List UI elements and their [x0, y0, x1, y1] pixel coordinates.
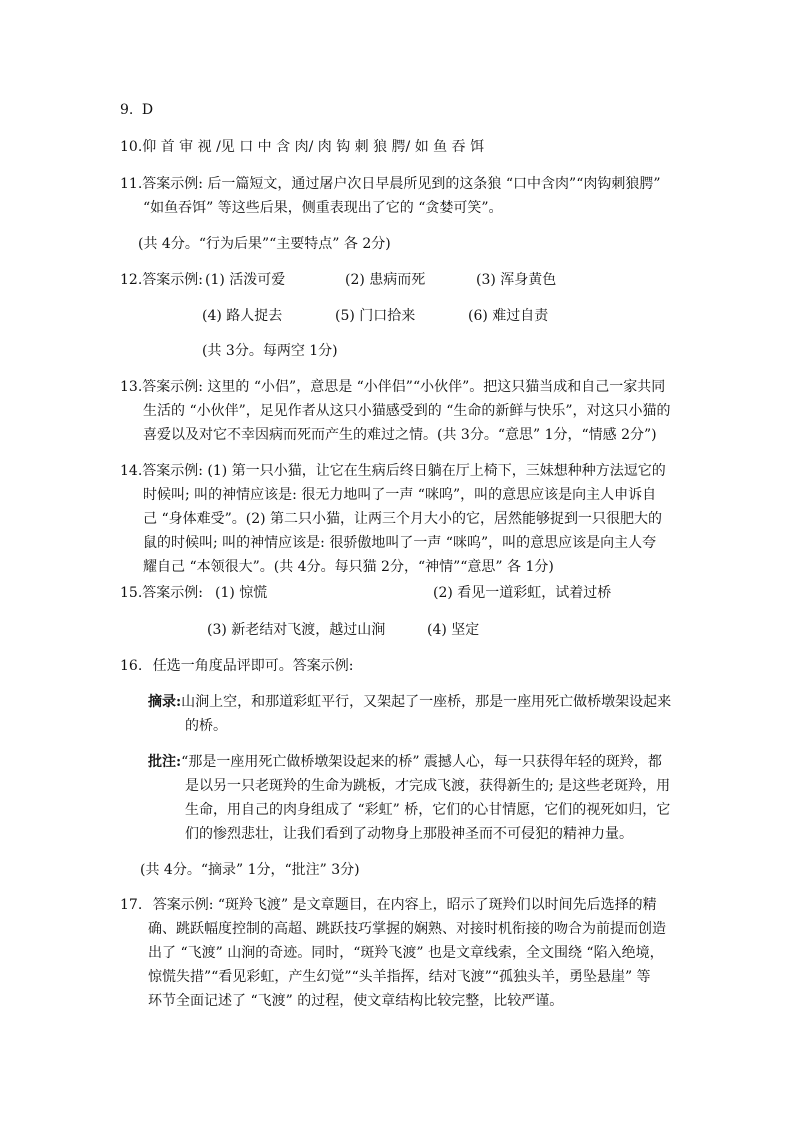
answer-14-line-1: [120, 461, 666, 481]
answer-14-line-2: 时候叫; 叫的神情应该是: 很无力地叫了一声 “咪呜”，叫的意思应该是向主人申诉自: [143, 487, 657, 503]
question-number: 9.: [120, 102, 134, 118]
answer-prefix: 答案示例:: [142, 272, 203, 288]
answer-12-item-3: (3) 浑身黄色: [476, 272, 557, 288]
question-number: 10.: [120, 139, 143, 155]
question-number: 17.: [120, 897, 143, 913]
answer-15-line-1: [120, 583, 203, 603]
answer-16-intro: [120, 656, 353, 676]
answer-17-line-5: 环节全面记述了 “飞渡” 的过程，使文章结构比较完整，比较严谨。: [148, 993, 564, 1009]
answer-12-item-4: (4) 路人捉去: [202, 308, 283, 324]
answer-17-line-4: 惊慌失措”“看见彩虹，产生幻觉”“头羊指挥，结对飞渡”“孤独头羊，勇坠悬崖” 等: [148, 969, 651, 985]
answer-13-line-3: 喜爱以及对它不幸因病而死而产生的难过之情。(共 3分。“意思” 1分，“情感 2分”): [143, 427, 657, 443]
answer-text: 答案示例: (1) 第一只小猫，让它在生病后终日躺在厅上椅下，三妹想种种方法逗它的: [142, 463, 666, 479]
answer-12-item-5: (5) 门口拾来: [335, 308, 416, 324]
answer-text: D: [141, 102, 154, 118]
answer-text: 答案示例: “斑羚飞渡” 是文章题目，在内容上，昭示了斑羚们以时间先后选择的精: [152, 897, 657, 913]
answer-15-item-1: (1) 惊慌: [215, 585, 268, 601]
question-number: 15.: [120, 585, 143, 601]
answer-16-note-line-1: [148, 752, 662, 772]
answer-16-note-line-3: 生命，用自己的肉身组成了 “彩虹” 桥，它们的心甘情愿，它们的视死如归，它: [185, 802, 671, 818]
answer-16-score: (共 4分。“摘录” 1分，“批注” 3分): [140, 862, 360, 878]
answer-10: [120, 137, 484, 157]
answer-12-line-1: [120, 270, 203, 290]
answer-17-line-3: 出了 “飞渡” 山涧的奇迹。同时，“斑羚飞渡” 也是文章线索，全文围绕 “陷入绝境，: [148, 945, 664, 961]
answer-13-line-2: 生活的 “小伙伴”，足见作者从这只小猫感受到的 “生命的新鲜与快乐”，对这只小猫的: [143, 403, 671, 419]
answer-12-score: (共 3分。每两空 1分): [202, 343, 338, 359]
excerpt-text: 山涧上空，和那道彩虹平行，又架起了一座桥，那是一座用死亡做桥墩架设起来: [181, 694, 672, 710]
question-number: 13.: [120, 379, 143, 395]
answer-16-excerpt-line-1: [148, 692, 671, 712]
answer-14-line-4: 鼠的时候叫; 叫的神情应该是: 很骄傲地叫了一声 “咪呜”，叫的意思应该是向主人夸: [143, 535, 657, 551]
answer-12-item-6: (6) 难过自责: [468, 308, 549, 324]
question-number: 16.: [120, 658, 143, 674]
answer-9: [120, 100, 153, 120]
answer-12-item-1: (1) 活泼可爱: [205, 272, 286, 288]
answer-text: 任选一角度品评即可。答案示例:: [152, 658, 354, 674]
answer-11-line-1: [120, 174, 661, 194]
answer-17-line-2: 确、跳跃幅度控制的高超、跳跃技巧掌握的娴熟、对接时机衔接的吻合为前提而创造: [148, 921, 666, 937]
question-number: 12.: [120, 272, 143, 288]
answer-16-note-line-4: 们的惨烈悲壮，让我们看到了动物身上那股神圣而不可侵犯的精神力量。: [185, 826, 633, 842]
answer-text: 答案示例: 这里的 “小侣”，意思是 “小伴侣”“小伙伴”。把这只猫当成和自己一家共同: [142, 379, 666, 395]
answer-17-line-1: [120, 895, 657, 915]
answer-14-line-3: 己 “身体难受”。(2) 第二只小猫，让两三个月大小的它，居然能够捉到一只很肥大的: [143, 511, 663, 527]
answer-15-item-4: (4) 坚定: [427, 622, 480, 638]
answer-14-line-5: 耀自己 “本领很大”。(共 4分。每只猫 2分，“神情”“意思” 各 1分): [143, 559, 554, 575]
note-text: “那是一座用死亡做桥墩架设起来的桥” 震撼人心，每一只获得年轻的斑羚，都: [181, 754, 662, 770]
answer-12-item-2: (2) 患病而死: [345, 272, 426, 288]
answer-16-note-line-2: 是以另一只老斑羚的生命为跳板，才完成飞渡，获得新生的; 是这些老斑羚，用: [185, 778, 671, 794]
note-label: 批注:: [148, 754, 182, 770]
answer-16-excerpt-line-2: 的桥。: [185, 718, 227, 734]
answer-prefix: 答案示例:: [142, 585, 203, 601]
answer-15-item-3: (3) 新老结对飞渡，越过山涧: [207, 622, 386, 638]
answer-text: 仰 首 审 视 /见 口 中 含 肉/ 肉 钩 刺 狼 腭/ 如 鱼 吞 饵: [142, 139, 485, 155]
answer-15-item-2: (2) 看见一道彩虹，试着过桥: [433, 585, 612, 601]
answer-13-line-1: [120, 377, 665, 397]
answer-text: 答案示例: 后一篇短文，通过屠户次日早晨所见到的这条狼 “口中含肉”“肉钩刺狼腭”: [142, 176, 661, 192]
question-number: 14.: [120, 463, 143, 479]
excerpt-label: 摘录:: [148, 694, 182, 710]
answer-11-line-2: “如鱼吞饵” 等这些后果，侧重表现出了它的 “贪婪可笑”。: [143, 200, 503, 216]
answer-11-score: (共 4分。“行为后果”“主要特点” 各 2分): [138, 236, 391, 252]
question-number: 11.: [120, 176, 143, 192]
